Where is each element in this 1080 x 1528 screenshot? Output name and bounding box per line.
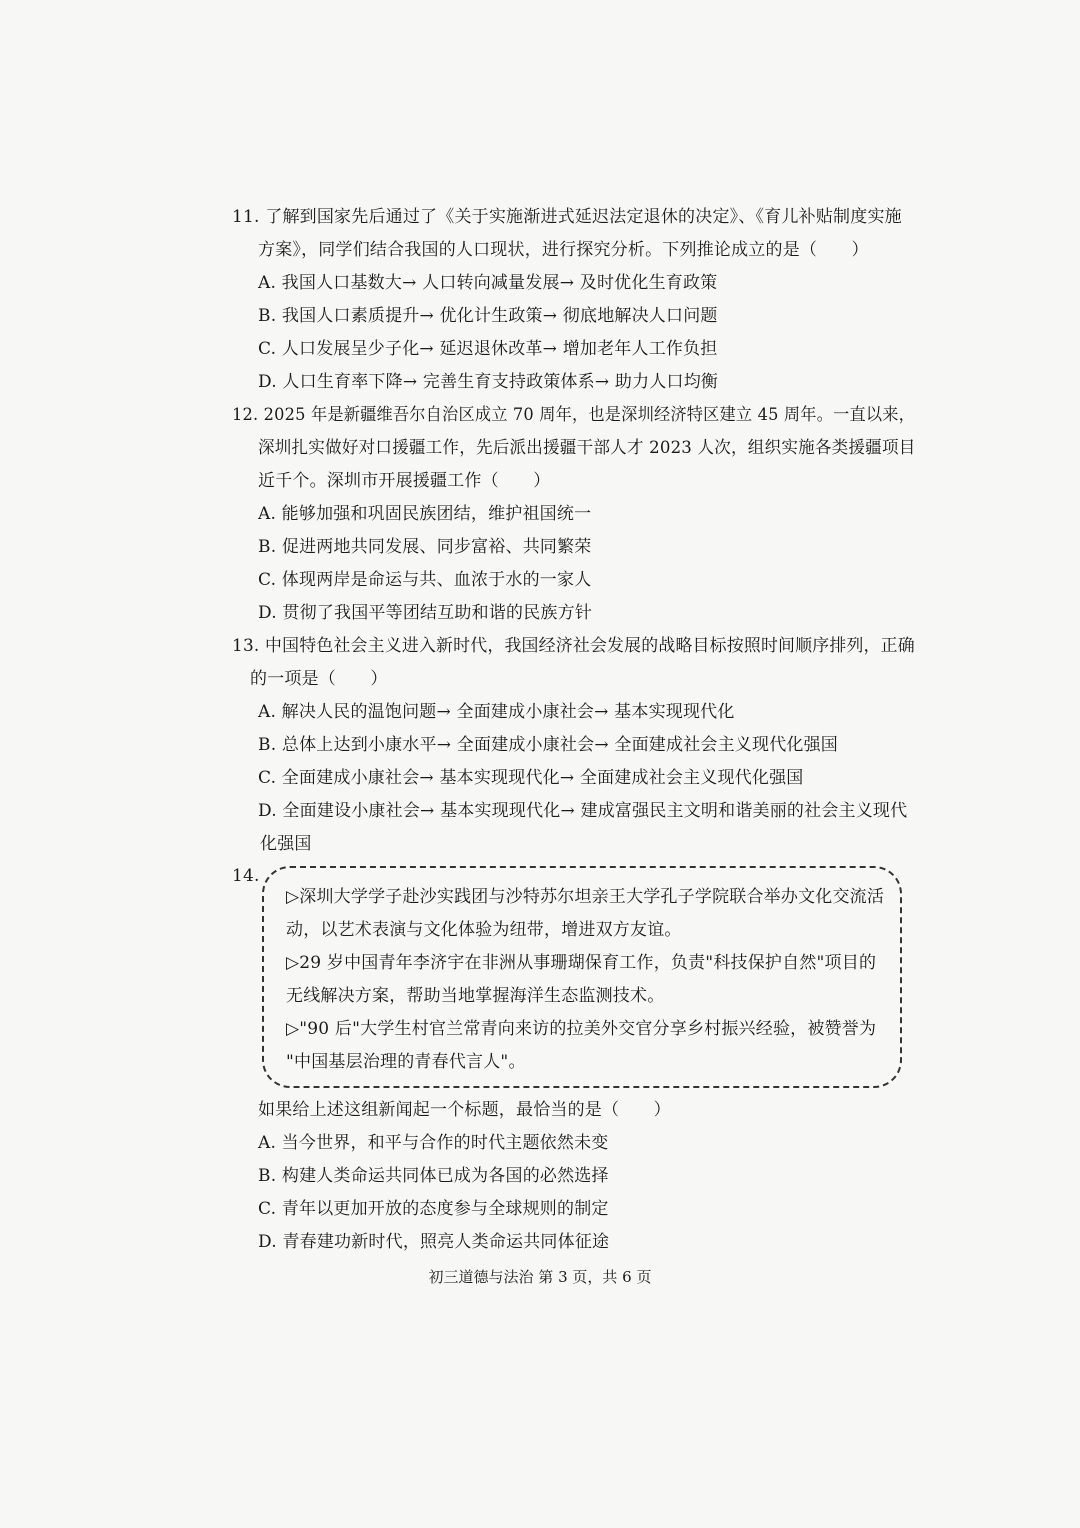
q13-option-d-line2: 化强国 (260, 834, 312, 854)
q14-news-line4: 无线解决方案，帮助当地掌握海洋生态监测技术。 (286, 986, 665, 1006)
q14-news-line6: "中国基层治理的青春代言人"。 (286, 1052, 526, 1072)
q14-news-line5: ▷"90 后"大学生村官兰常青向来访的拉美外交官分享乡村振兴经验，被赞誉为 (286, 1019, 877, 1039)
q14-option-c: C. 青年以更加开放的态度参与全球规则的制定 (258, 1199, 609, 1219)
q13-option-b: B. 总体上达到小康水平→ 全面建成小康社会→ 全面建成社会主义现代化强国 (258, 735, 838, 755)
q14-option-b: B. 构建人类命运共同体已成为各国的必然选择 (258, 1166, 609, 1186)
q13-stem-line2: 的一项是（ ） (250, 669, 388, 689)
q14-option-d: D. 青春建功新时代，照亮人类命运共同体征途 (258, 1232, 610, 1252)
q14-news-line3: ▷29 岁中国青年李济宇在非洲从事珊瑚保育工作，负责"科技保护自然"项目的 (286, 953, 877, 973)
q13-option-a: A. 解决人民的温饱问题→ 全面建成小康社会→ 基本实现现代化 (258, 702, 735, 722)
q13-option-c: C. 全面建成小康社会→ 基本实现现代化→ 全面建成社会主义现代化强国 (258, 768, 804, 788)
q13-stem-line1: 13. 中国特色社会主义进入新时代，我国经济社会发展的战略目标按照时间顺序排列，正确 (232, 636, 915, 656)
q14-news-line1: ▷深圳大学学子赴沙实践团与沙特苏尔坦亲王大学孔子学院联合举办文化交流活 (286, 887, 885, 907)
q11-stem-line2: 方案》，同学们结合我国的人口现状，进行探究分析。下列推论成立的是（ ） (258, 240, 869, 260)
q12-option-b: B. 促进两地共同发展、同步富裕、共同繁荣 (258, 537, 592, 557)
q12-option-c: C. 体现两岸是命运与共、血浓于水的一家人 (258, 570, 592, 590)
q12-option-d: D. 贯彻了我国平等团结互助和谐的民族方针 (258, 603, 593, 623)
q11-option-a: A. 我国人口基数大→ 人口转向减量发展→ 及时优化生育政策 (258, 273, 718, 293)
q14-stem: 如果给上述这组新闻起一个标题，最恰当的是（ ） (258, 1100, 671, 1120)
q14-news-line2: 动，以艺术表演与文化体验为纽带，增进双方友谊。 (286, 920, 682, 940)
q12-stem-line1: 12. 2025 年是新疆维吾尔自治区成立 70 周年，也是深圳经济特区建立 45 周年。一直以来， (232, 405, 915, 425)
q12-stem-line3: 近千个。深圳市开展援疆工作（ ） (258, 471, 551, 491)
q13-option-d-line1: D. 全面建设小康社会→ 基本实现现代化→ 建成富强民主文明和谐美丽的社会主义现代 (258, 801, 908, 821)
q12-option-a: A. 能够加强和巩固民族团结，维护祖国统一 (258, 504, 592, 524)
q11-option-c: C. 人口发展呈少子化→ 延迟退休改革→ 增加老年人工作负担 (258, 339, 718, 359)
q12-stem-line2: 深圳扎实做好对口援疆工作，先后派出援疆干部人才 2023 人次，组织实施各类援疆项目 (258, 438, 916, 458)
page-footer: 初三道德与法治 第 3 页，共 6 页 (428, 1268, 652, 1286)
q11-option-d: D. 人口生育率下降→ 完善生育支持政策体系→ 助力人口均衡 (258, 372, 719, 392)
q11-option-b: B. 我国人口素质提升→ 优化计生政策→ 彻底地解决人口问题 (258, 306, 718, 326)
q14-number: 14. (232, 866, 260, 886)
q11-stem-line1: 11. 了解到国家先后通过了《关于实施渐进式延迟法定退休的决定》、《育儿补贴制度实施 (232, 207, 902, 227)
q14-option-a: A. 当今世界，和平与合作的时代主题依然未变 (258, 1133, 609, 1153)
